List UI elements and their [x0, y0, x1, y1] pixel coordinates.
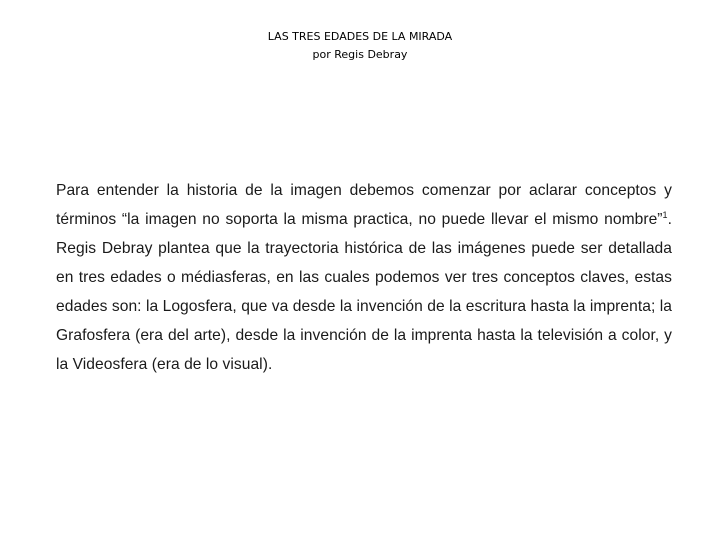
document-heading: [0, 28, 720, 64]
excerpt-text-part1: Para entender la historia de la imagen debemos comenzar por aclarar conceptos y términos “la imagen no soporta la misma practica, no puede llevar el mismo nombre”: [56, 182, 672, 228]
excerpt-paragraph: [48, 172, 678, 379]
document-title: LAS TRES EDADES DE LA MIRADA: [267, 30, 453, 43]
document-byline: por Regis Debray: [312, 48, 408, 61]
footnote-marker: 1: [662, 209, 668, 220]
excerpt-text-part2: . Regis Debray plantea que la trayectoria histórica de las imágenes puede ser detallada en tres edades o médiasferas, en las cuales podemos ver tres conceptos claves, estas edades son: la Logosfera, que va desde la invención de la escritura hasta la imprenta; la Grafosfera (era del arte), desde la invención de la imprenta hasta la televisión a color, y la Videosfera (era de lo visual).: [56, 211, 672, 373]
excerpt-image: [48, 172, 678, 382]
